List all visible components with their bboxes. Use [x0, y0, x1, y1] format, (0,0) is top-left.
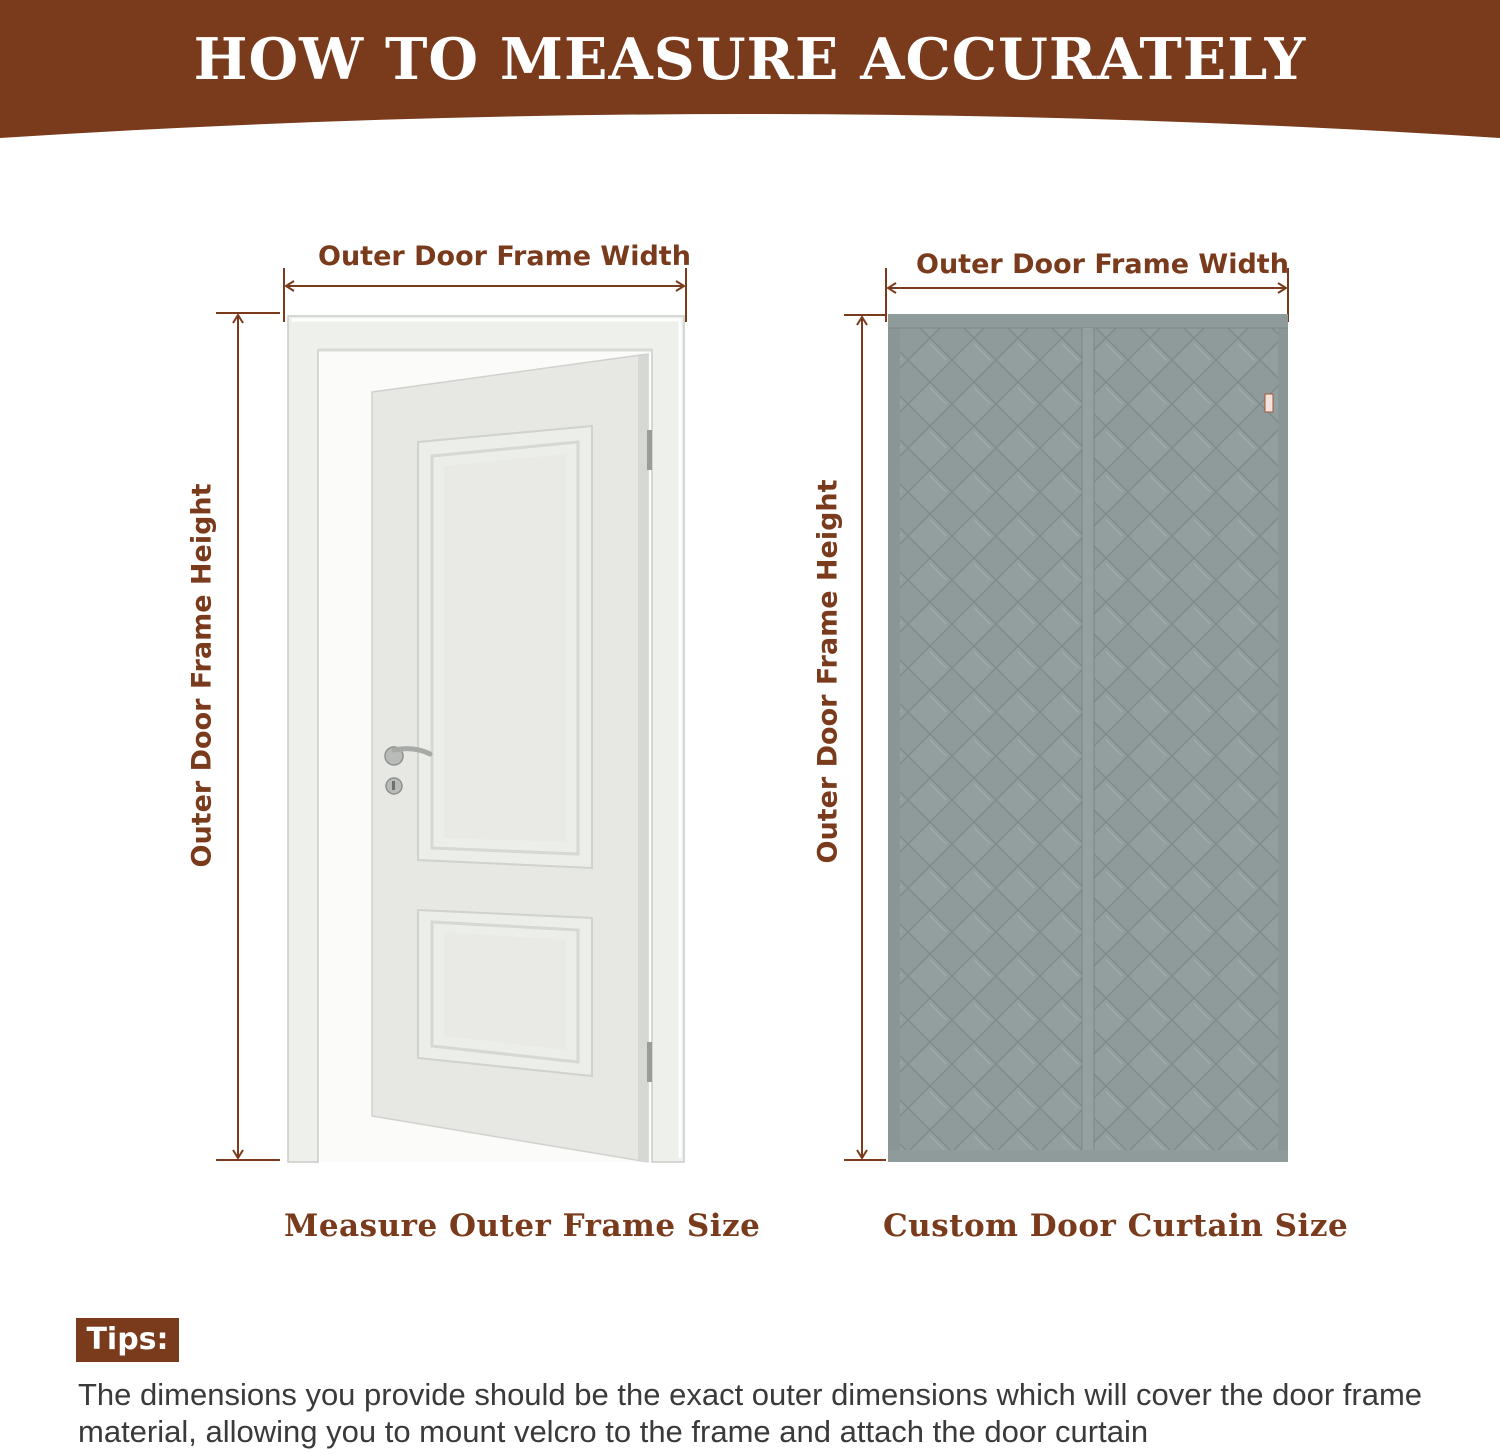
door-illustration — [200, 250, 720, 1180]
right-height-label: Outer Door Frame Height — [812, 479, 844, 864]
curtain-illustration — [820, 250, 1310, 1180]
right-caption: Custom Door Curtain Size — [883, 1208, 1349, 1244]
page-title: HOW TO MEASURE ACCURATELY — [193, 26, 1307, 93]
left-width-label: Outer Door Frame Width — [318, 241, 691, 272]
right-width-label: Outer Door Frame Width — [916, 249, 1289, 280]
tips-badge: Tips: — [76, 1318, 179, 1362]
tips-text: The dimensions you provide should be the exact outer dimensions which will cover the door frame material, allowing you to mount velcro to the frame and attach the door curtain — [78, 1377, 1423, 1449]
left-caption: Measure Outer Frame Size — [284, 1208, 761, 1244]
left-height-label: Outer Door Frame Height — [186, 483, 218, 868]
